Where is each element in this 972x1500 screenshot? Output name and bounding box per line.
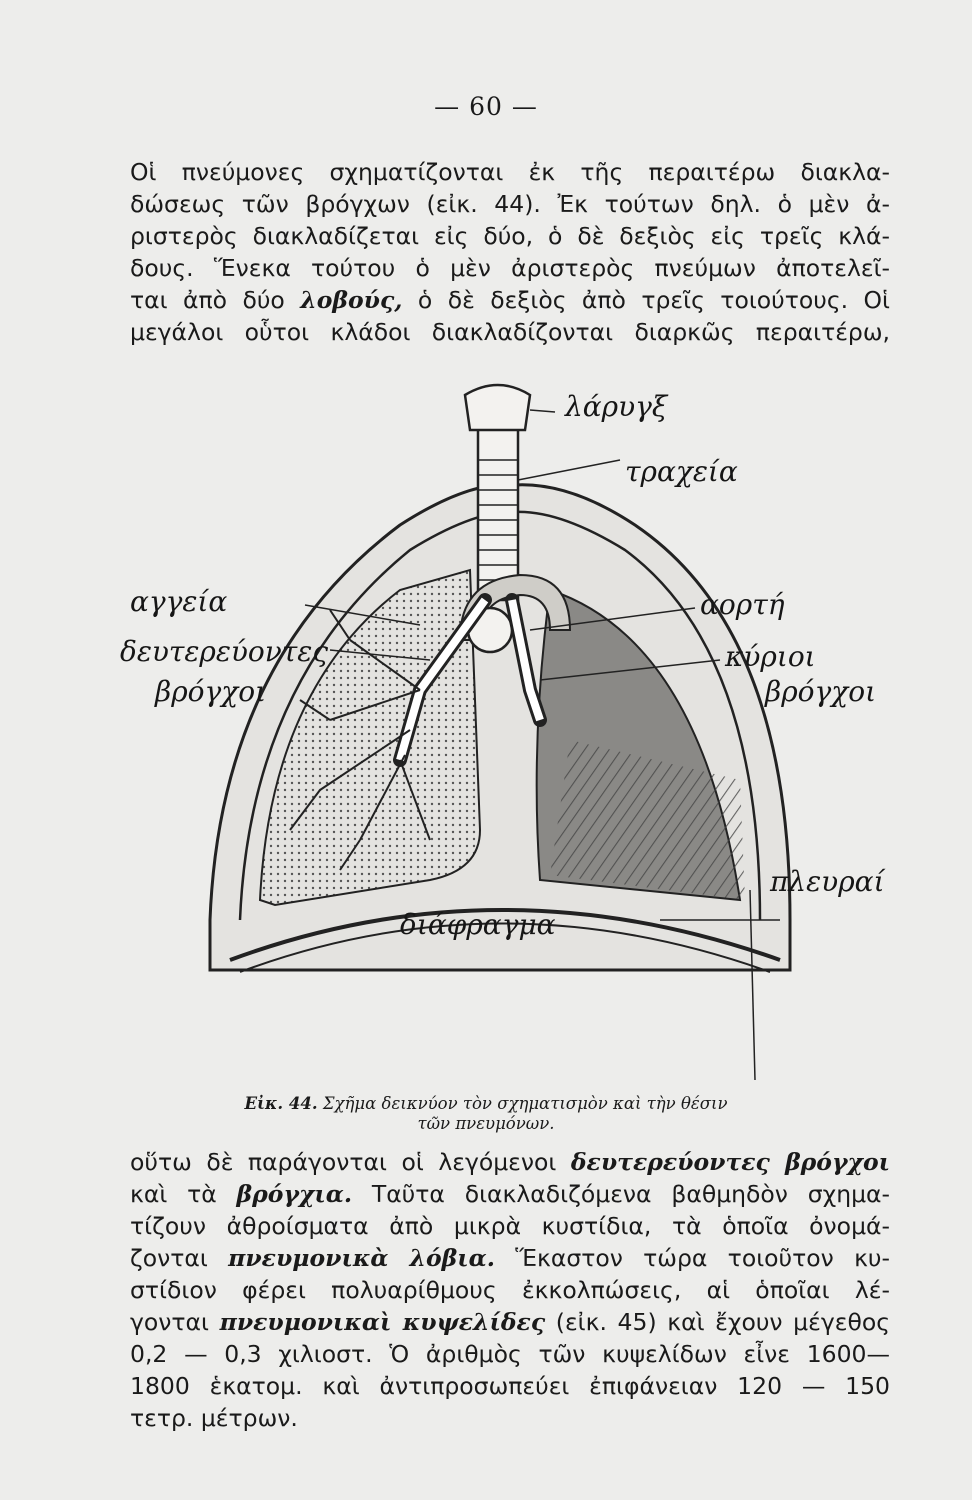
text-line: μεγάλοι οὗτοι κλάδοι διακλαδίζονται διαρκῶς περαιτέρω,	[130, 318, 890, 346]
lung-illustration	[100, 360, 910, 1100]
text-line: ριστερὸς διακλαδίζεται εἰς δύο, ὁ δὲ δεξιὸς εἰς τρεῖς κλά-	[130, 222, 890, 250]
text-line: τίζουν ἀθροίσματα ἀπὸ μικρὰ κυστίδια, τὰ ὁποῖα ὀνομά-	[130, 1212, 890, 1240]
text-span: Ἕκαστον τώρα τοιοῦτον κυ-	[494, 1244, 890, 1272]
trachea-tube	[478, 420, 518, 600]
caption-figure-ref: Εἰκ. 44.	[244, 1094, 318, 1113]
text-span: (εἰκ. 45) καὶ ἔχουν μέγεθος	[545, 1308, 890, 1336]
page-number: — 60 —	[434, 92, 538, 121]
figure-caption	[0, 1094, 972, 1134]
text-span: Ταῦτα διακλαδιζόμενα βαθμηδὸν σχημα-	[352, 1180, 891, 1208]
term-alveoli: πνευμονικαὶ κυψελίδες	[219, 1308, 546, 1336]
text-line	[130, 1242, 890, 1274]
label-bronchi-right: βρόγχοι	[765, 675, 877, 708]
label-secondary: δευτερεύοντες	[120, 635, 329, 668]
label-bronchi-left: βρόγχοι	[155, 675, 267, 708]
text-span: οὕτω δὲ παράγονται οἱ λεγόμενοι	[130, 1148, 571, 1176]
term-lobules: πνευμονικὰ λόβια.	[228, 1244, 495, 1272]
text-line: 0,2 — 0,3 χιλιοστ. Ὁ ἀριθμὸς τῶν κυψελίδων εἶνε 1600—	[130, 1340, 890, 1368]
label-larynx: λάρυγξ	[565, 390, 668, 423]
lung-figure	[100, 360, 910, 1100]
right-lung	[260, 570, 480, 905]
term-lobes: λοβούς,	[300, 286, 403, 314]
text-span: ζονται	[130, 1244, 229, 1272]
text-line	[130, 1178, 890, 1210]
text-span: καὶ τὰ	[130, 1180, 237, 1208]
text-span: ται ἀπὸ δύο	[130, 286, 301, 314]
bottom-paragraph	[130, 1146, 890, 1434]
text-line	[130, 1306, 890, 1338]
text-line	[130, 1146, 890, 1178]
larynx-shape	[465, 385, 530, 430]
text-line	[130, 284, 890, 316]
text-line: Οἱ πνεύμονες σχηματίζονται ἐκ τῆς περαιτέρω διακλα-	[130, 158, 890, 186]
term-bronchioles: βρόγχια.	[236, 1180, 353, 1208]
text-line: τετρ. μέτρων.	[130, 1404, 298, 1432]
caption-text: Σχῆμα δεικνύον τὸν σχηματισμὸν καὶ τὴν θέσιν	[322, 1094, 728, 1113]
term-secondary-bronchi: δευτερεύοντες βρόγχοι	[570, 1148, 890, 1176]
text-line: δώσεως τῶν βρόγχων (εἰκ. 44). Ἐκ τούτων δηλ. ὁ μὲν ἀ-	[130, 190, 890, 218]
label-main: κύριοι	[725, 640, 816, 673]
label-diaphragm: διάφραγμα	[400, 908, 556, 941]
label-arteries: αγγεία	[130, 585, 228, 618]
label-aorta: αορτή	[700, 588, 785, 621]
text-line: 1800 ἑκατομ. καὶ ἀντιπροσωπεύει ἐπιφάνειαν 120 — 150	[130, 1372, 890, 1400]
text-line: δους. Ἕνεκα τούτου ὁ μὲν ἀριστερὸς πνεύμων ἀποτελεῖ-	[130, 254, 890, 282]
label-ribs: πλευραί	[770, 865, 885, 898]
caption-text-2: τῶν πνευμόνων.	[417, 1114, 555, 1133]
label-trachea: τραχεία	[625, 455, 738, 488]
text-span: γονται	[130, 1308, 220, 1336]
text-span: ὁ δὲ δεξιὸς ἀπὸ τρεῖς τοιούτους. Οἱ	[402, 286, 890, 314]
text-line: στίδιον φέρει πολυαρίθμους ἐκκολπώσεις, αἱ ὁποῖαι λέ-	[130, 1276, 890, 1304]
top-paragraph	[130, 156, 890, 348]
caption-line	[0, 1094, 972, 1114]
